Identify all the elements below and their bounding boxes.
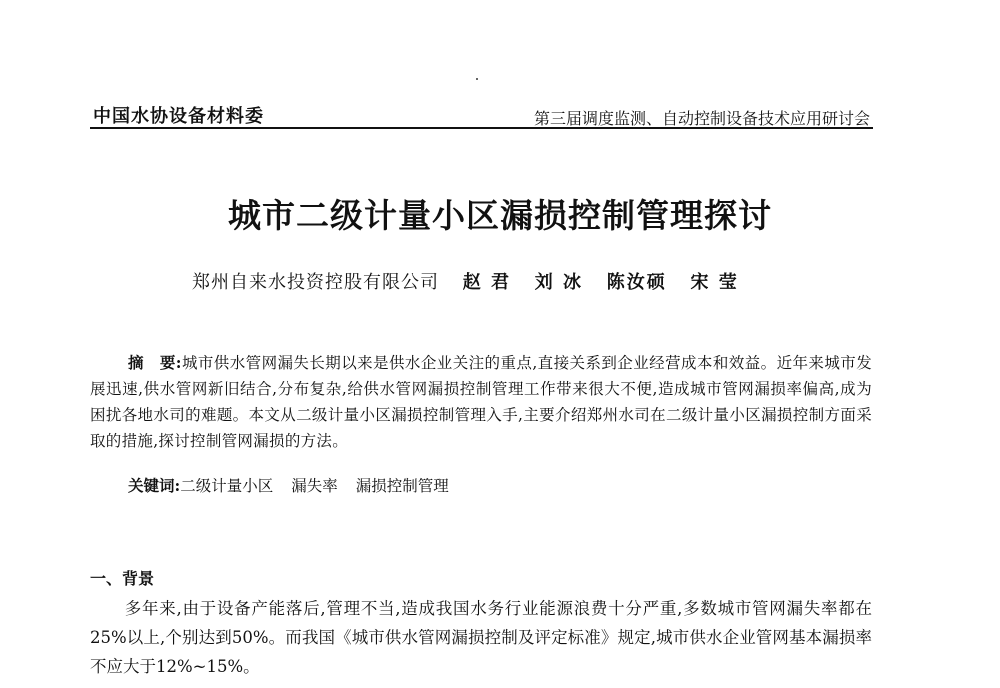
keywords: [128, 474, 467, 496]
author-name: 宋 莹: [690, 272, 739, 293]
abstract-label: 摘 要:: [128, 353, 182, 372]
author-organization: 郑州自来水投资控股有限公司: [192, 272, 439, 293]
paper-title: 城市二级计量小区漏损控制管理探讨: [228, 196, 772, 235]
author-name: 刘 冰: [534, 272, 584, 293]
running-header-right: 第三届调度监测、自动控制设备技术应用研讨会: [533, 109, 870, 128]
abstract-text: 城市供水管网漏失长期以来是供水企业关注的重点,直接关系到企业经营成本和效益。近年来城市发展迅速,供水管网新旧结合,分布复杂,给供水管网漏损控制管理工作带来很大不便,造成城市管网漏损率偏高,成为困扰各地水司的难题。本文从二级计量小区漏损控制管理入手,主要介绍郑州水司在二级计量小区漏损控制方面采取的措施,探讨控制管网漏损的方法。: [90, 354, 873, 450]
scan-speck: [476, 78, 478, 80]
paragraph-text: 多年来,由于设备产能落后,管理不当,造成我国水务行业能源浪费十分严重,多数城市管网漏失率都在25%以上,个别达到50%。而我国《城市供水管网漏损控制及评定标准》规定,城市供水企业管网基本漏损率不应大于12%~15%。: [90, 599, 872, 676]
abstract: [90, 350, 872, 454]
keyword: 二级计量小区: [180, 477, 274, 495]
byline: [192, 268, 739, 294]
keyword: 漏失率: [291, 477, 338, 495]
keyword: 漏损控制管理: [355, 477, 449, 495]
author-name: 赵 君: [462, 272, 512, 293]
keywords-label: 关键词:: [128, 476, 181, 495]
author-name: 陈汝硕: [606, 272, 667, 293]
running-header-left: 中国水协设备材料委: [93, 106, 264, 127]
header-rule: [90, 127, 873, 129]
section-heading: 一、背景: [90, 569, 155, 588]
section-paragraph: [90, 594, 872, 681]
